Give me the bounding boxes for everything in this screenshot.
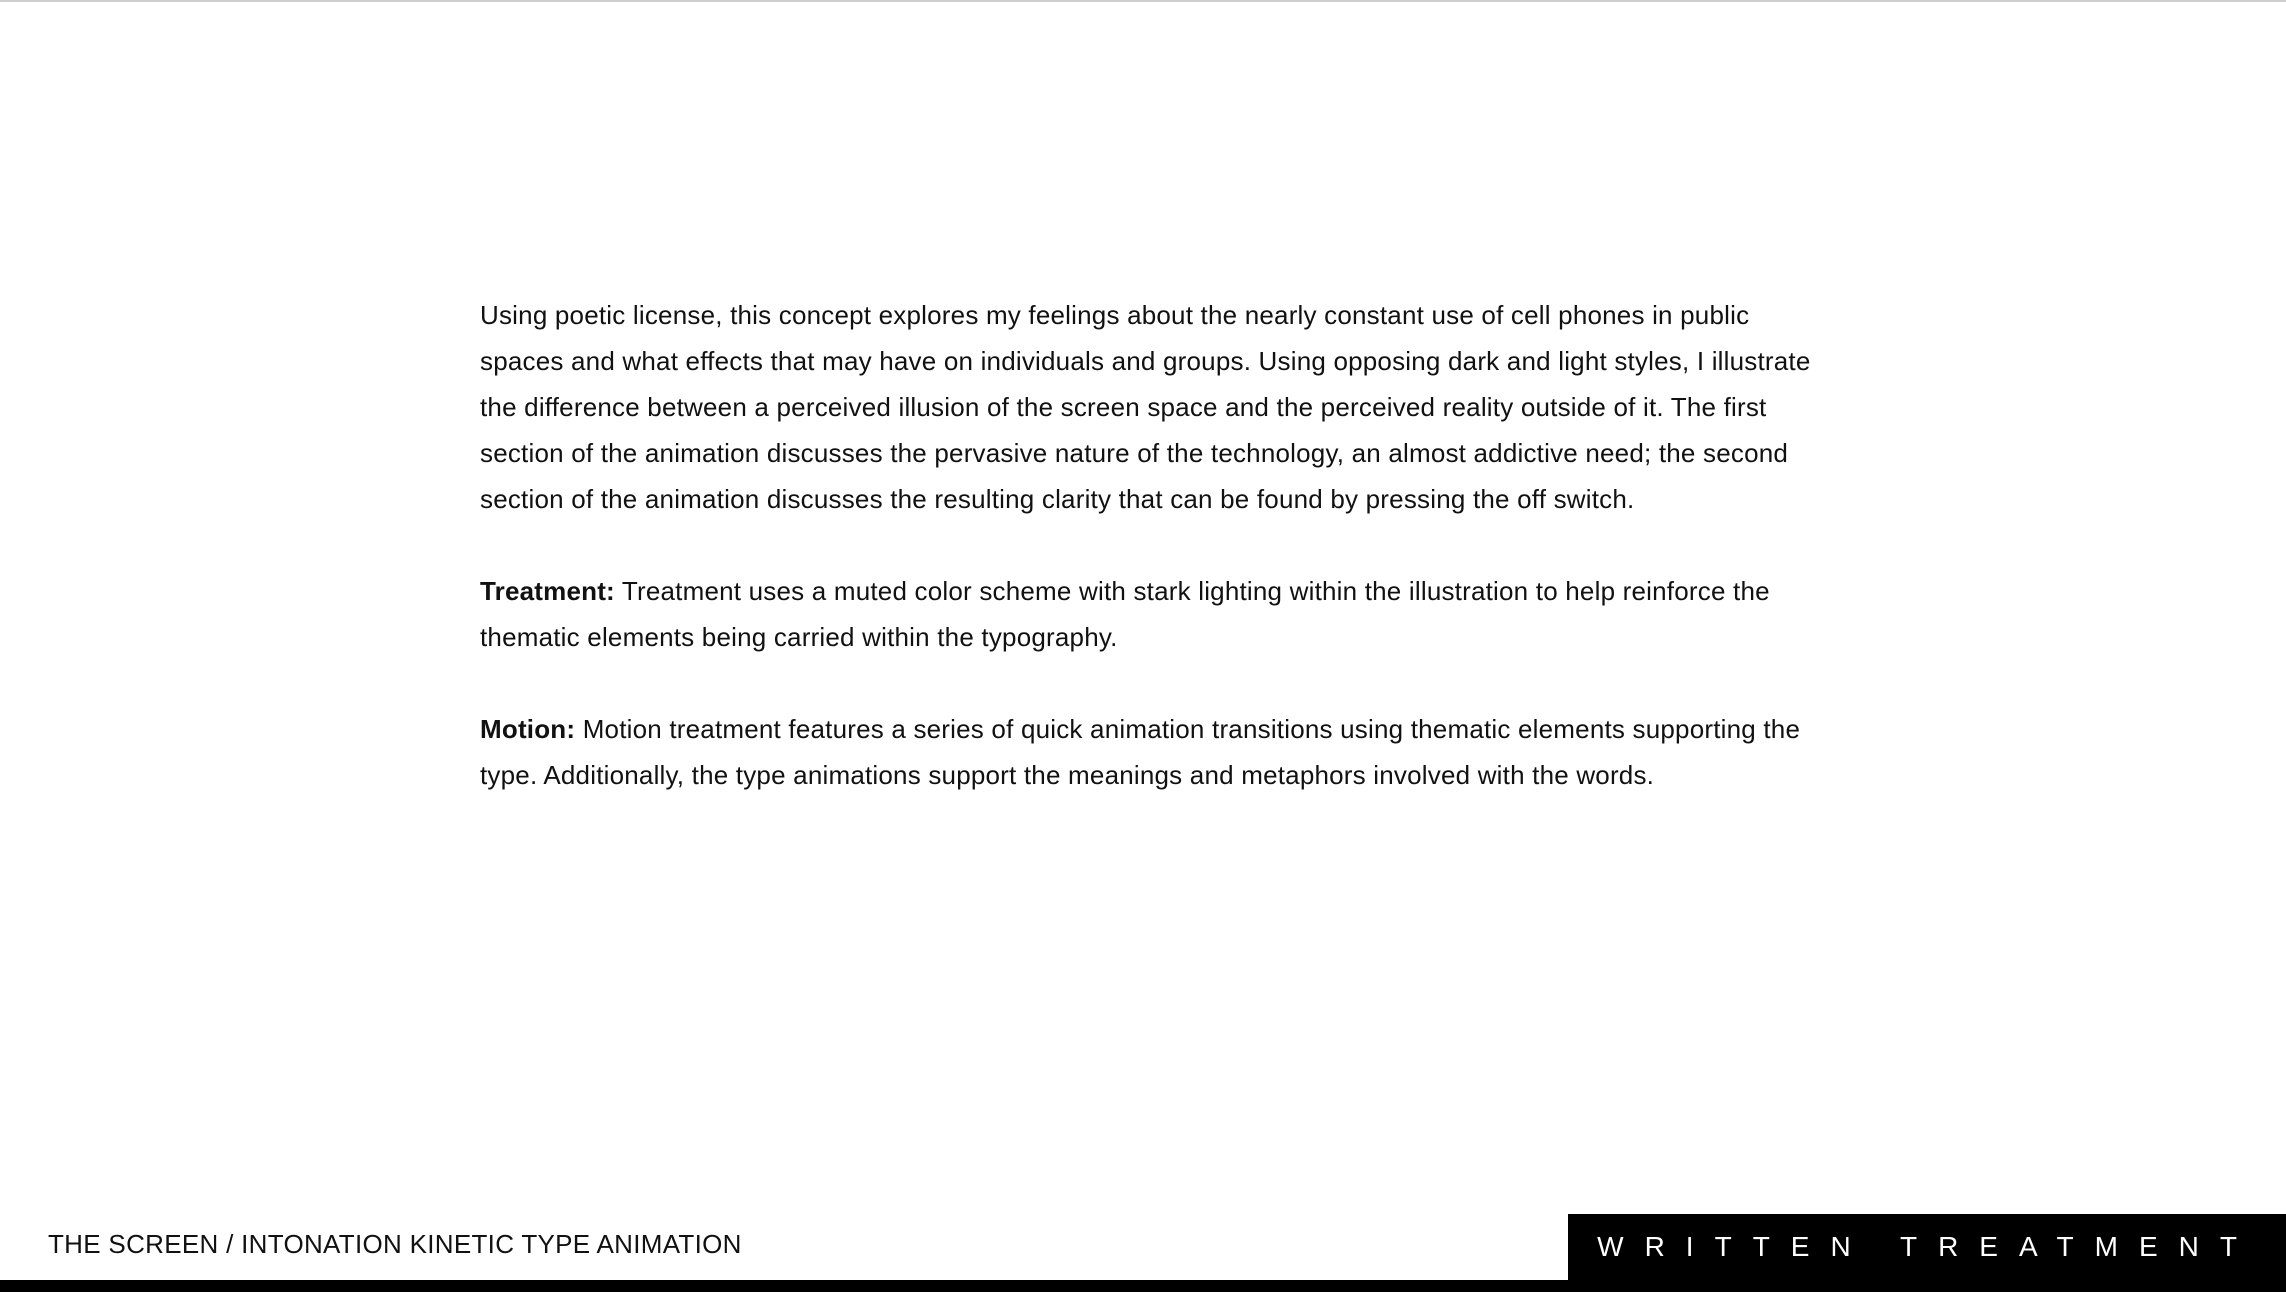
treatment-text: Treatment uses a muted color scheme with stark lighting within the illustration to help reinforce the thematic elements being carried within the typography. bbox=[480, 576, 1770, 652]
section-tab bbox=[1568, 1214, 2286, 1280]
written-treatment-body bbox=[480, 292, 1840, 844]
motion-paragraph bbox=[480, 706, 1840, 798]
footer-project-title: THE SCREEN / INTONATION KINETIC TYPE ANIMATION bbox=[48, 1229, 742, 1259]
treatment-label: Treatment: bbox=[480, 576, 615, 606]
top-divider bbox=[0, 0, 2286, 2]
section-tab-label: WRITTEN TREATMENT bbox=[1597, 1231, 2258, 1262]
motion-label: Motion: bbox=[480, 714, 576, 744]
bottom-bar bbox=[0, 1280, 2286, 1292]
intro-paragraph bbox=[480, 292, 1840, 522]
treatment-paragraph bbox=[480, 568, 1840, 660]
intro-text: Using poetic license, this concept explores my feelings about the nearly constant use of cell phones in public spaces and what effects that may have on individuals and groups. Using opposing dark and light styles, I illustrate the difference between a perceived illusion of the screen space and the perceived reality outside of it. The first section of the animation discusses the pervasive nature of the technology, an almost addictive need; the second section of the animation discusses the resulting clarity that can be found by pressing the off switch. bbox=[480, 300, 1811, 514]
motion-text: Motion treatment features a series of quick animation transitions using thematic elements supporting the type. Additionally, the type animations support the meanings and metaphors involved with the words. bbox=[480, 714, 1801, 790]
